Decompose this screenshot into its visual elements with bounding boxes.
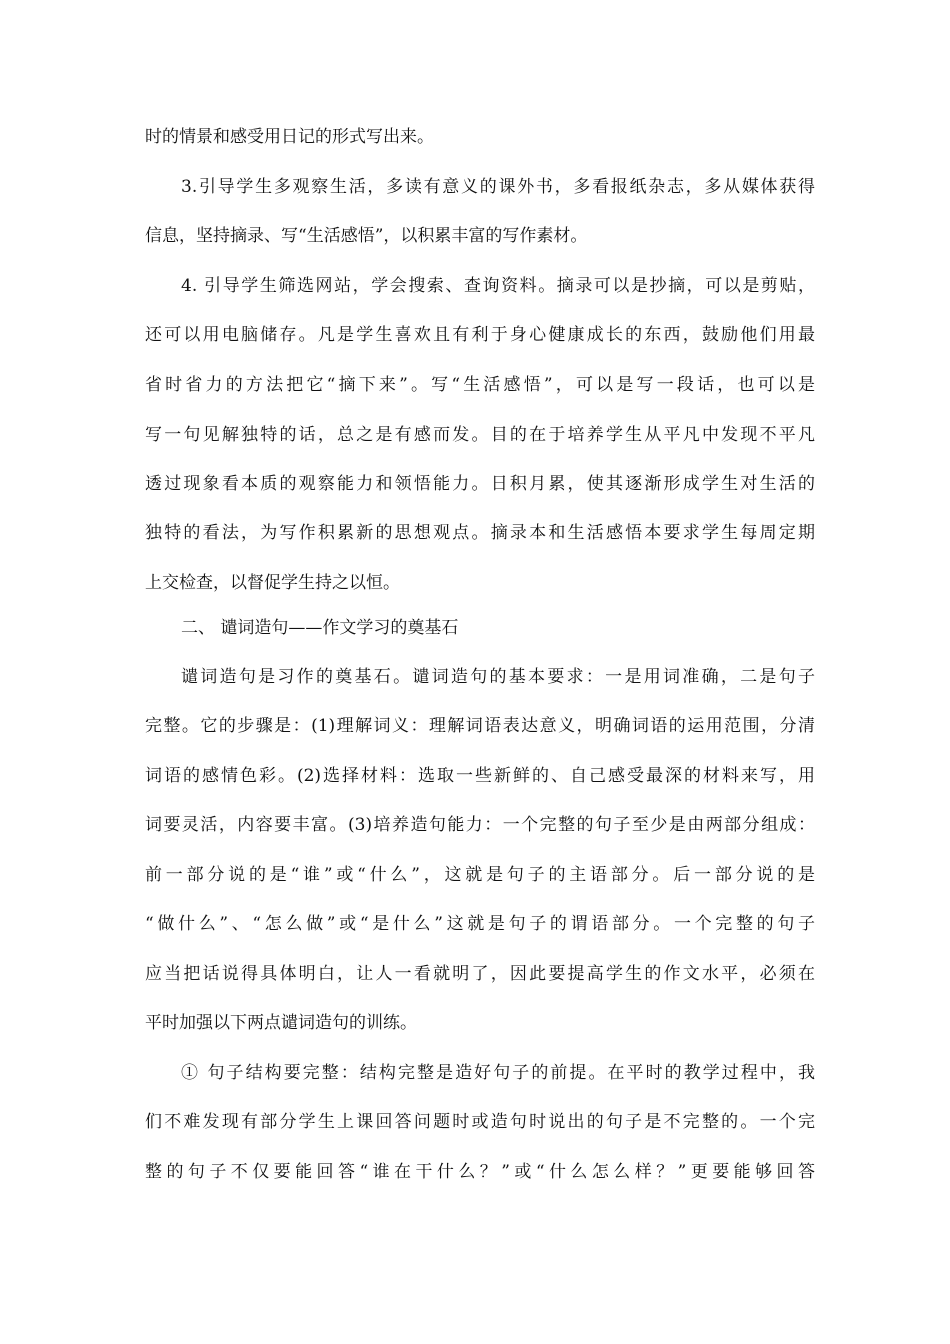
text-line-21: 们不难发现有部分学生上课回答问题时或造句时说出的句子是不完整的。一个完 <box>145 1112 815 1132</box>
text-line-14: 词语的感情色彩。(2)选择材料：选取一些新鲜的、自己感受最深的材料来写，用 <box>145 766 815 786</box>
text-line-2: 3.引导学生多观察生活，多读有意义的课外书，多看报纸杂志，多从媒体获得 <box>181 177 815 197</box>
text-line-22: 整的句子不仅要能回答“谁在干什么？”或“什么怎么样？”更要能够回答 <box>145 1162 815 1182</box>
text-line-4: 4. 引导学生筛选网站，学会搜索、查询资料。摘录可以是抄摘，可以是剪贴， <box>181 276 815 296</box>
text-line-13: 完整。它的步骤是：(1)理解词义：理解词语表达意义，明确词语的运用范围，分清 <box>145 716 815 736</box>
text-line-20: ① 句子结构要完整：结构完整是造好句子的前提。在平时的教学过程中，我 <box>181 1063 815 1083</box>
section-heading: 二、 谴词造句——作文学习的奠基石 <box>181 618 459 638</box>
text-line-10: 上交检查，以督促学生持之以恒。 <box>145 573 400 593</box>
text-line-17: “做什么”、“怎么做”或“是什么”这就是句子的谓语部分。一个完整的句子 <box>145 914 815 934</box>
text-line-18: 应当把话说得具体明白，让人一看就明了，因此要提高学生的作文水平，必须在 <box>145 964 815 984</box>
text-line-9: 独特的看法，为写作积累新的思想观点。摘录本和生活感悟本要求学生每周定期 <box>145 523 815 543</box>
text-line-19: 平时加强以下两点谴词造句的训练。 <box>145 1013 417 1033</box>
text-line-16: 前一部分说的是“谁”或“什么”，这就是句子的主语部分。后一部分说的是 <box>145 865 815 885</box>
text-line-3: 信息，坚持摘录、写“生活感悟”，以积累丰富的写作素材。 <box>145 226 588 246</box>
text-line-6: 省时省力的方法把它“摘下来”。写“生活感悟”，可以是写一段话，也可以是 <box>145 375 815 395</box>
text-line-5: 还可以用电脑储存。凡是学生喜欢且有利于身心健康成长的东西，鼓励他们用最 <box>145 325 815 345</box>
text-line-7: 写一句见解独特的话，总之是有感而发。目的在于培养学生从平凡中发现不平凡 <box>145 425 815 445</box>
text-line-12: 谴词造句是习作的奠基石。谴词造句的基本要求：一是用词准确，二是句子 <box>181 667 815 687</box>
text-line-8: 透过现象看本质的观察能力和领悟能力。日积月累，使其逐渐形成学生对生活的 <box>145 474 815 494</box>
text-line-1: 时的情景和感受用日记的形式写出来。 <box>145 127 434 147</box>
text-line-15: 词要灵活，内容要丰富。(3)培养造句能力：一个完整的句子至少是由两部分组成： <box>145 815 815 835</box>
